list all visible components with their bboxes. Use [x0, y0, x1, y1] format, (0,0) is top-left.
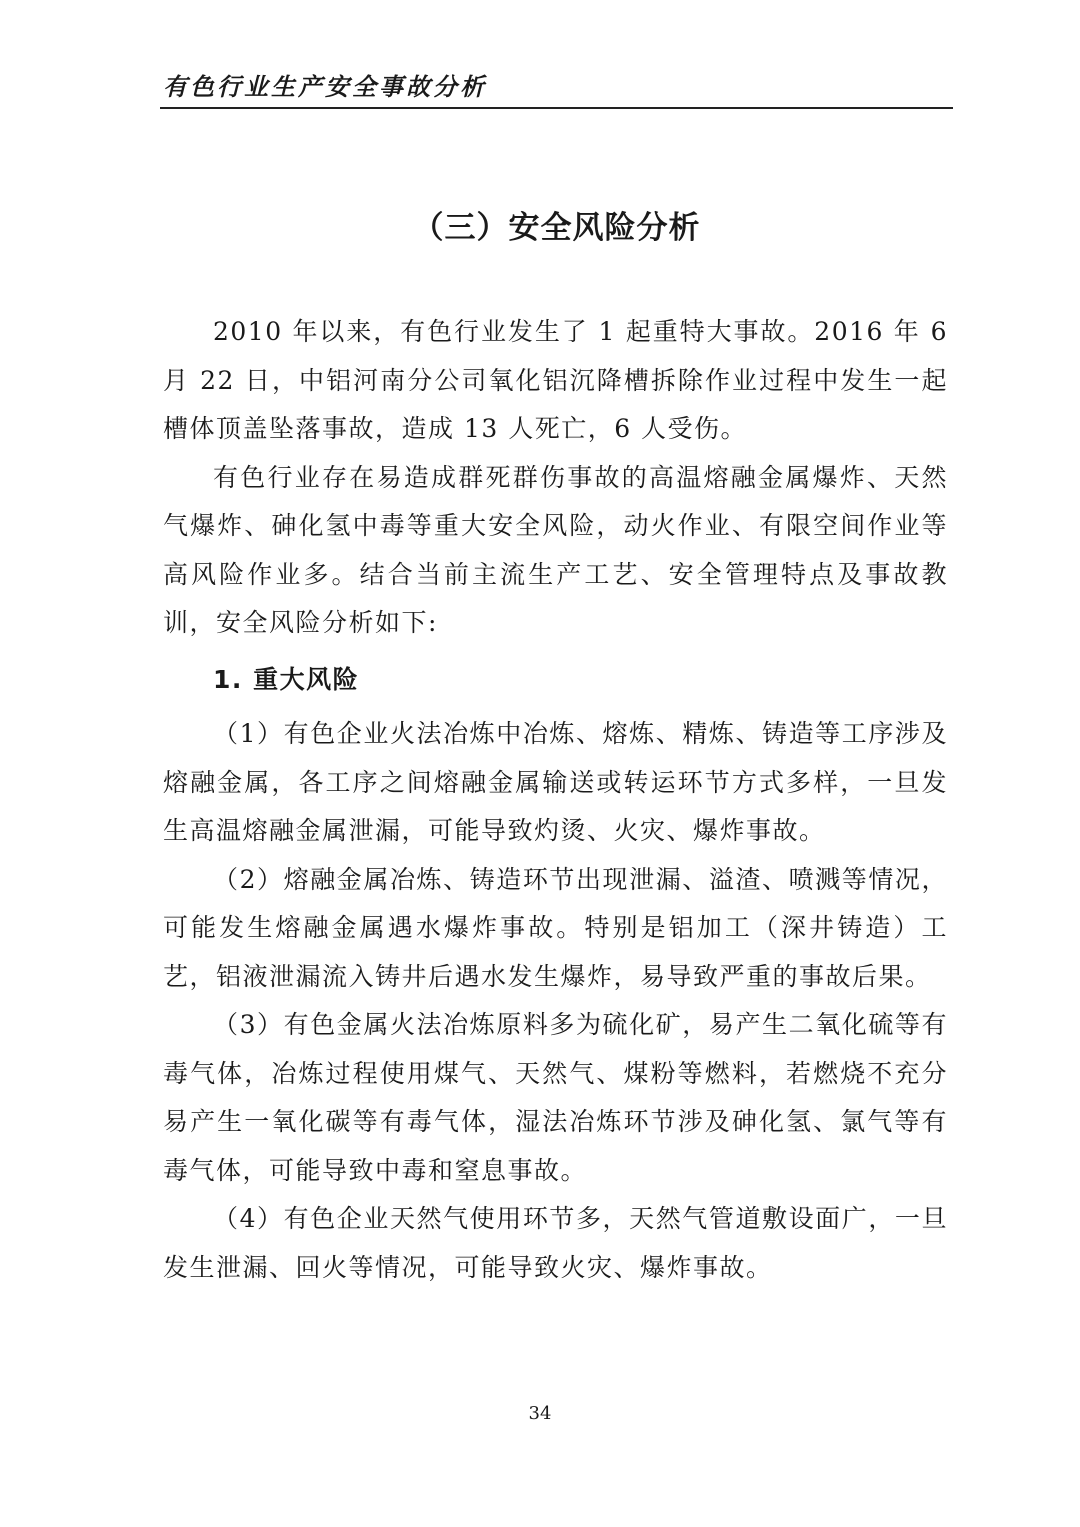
header-rule	[160, 107, 953, 109]
section-title: （三）安全风险分析	[412, 210, 701, 246]
risk-item-3: （3）有色金属火法冶炼原料多为硫化矿，易产生二氧化硫等有毒气体，冶炼过程使用煤气、天然气、煤粉等燃料，若燃烧不充分易产生一氧化碳等有毒气体，湿法冶炼环节涉及砷化氢、氯气等有毒气体，可能导致中毒和窒息事故。	[163, 1010, 948, 1185]
body-text	[163, 308, 948, 1292]
running-header: 有色行业生产安全事故分析	[163, 73, 487, 101]
risk-item-1: （1）有色企业火法冶炼中冶炼、熔炼、精炼、铸造等工序涉及熔融金属，各工序之间熔融金属输送或转运环节方式多样，一旦发生高温熔融金属泄漏，可能导致灼烫、火灾、爆炸事故。	[163, 719, 948, 845]
paragraph-intro: 2010 年以来，有色行业发生了 1 起重特大事故。2016 年 6 月 22 日，中铝河南分公司氧化铝沉降槽拆除作业过程中发生一起槽体顶盖坠落事故，造成 13 人死亡，6 人受伤。	[163, 317, 948, 443]
risk-item-2: （2）熔融金属冶炼、铸造环节出现泄漏、溢渣、喷溅等情况，可能发生熔融金属遇水爆炸事故。特别是铝加工（深井铸造）工艺，铝液泄漏流入铸井后遇水发生爆炸，易导致严重的事故后果。	[163, 864, 948, 991]
risk-item-4: （4）有色企业天然气使用环节多，天然气管道敷设面广，一旦发生泄漏、回火等情况，可能导致火灾、爆炸事故。	[163, 1204, 948, 1282]
paragraph-overview: 有色行业存在易造成群死群伤事故的高温熔融金属爆炸、天然气爆炸、砷化氢中毒等重大安全风险，动火作业、有限空间作业等高风险作业多。结合当前主流生产工艺、安全管理特点及事故教训，安全风险分析如下:	[163, 462, 948, 637]
subsection-heading: 1. 重大风险	[213, 664, 360, 694]
page-number: 34	[528, 1403, 552, 1424]
